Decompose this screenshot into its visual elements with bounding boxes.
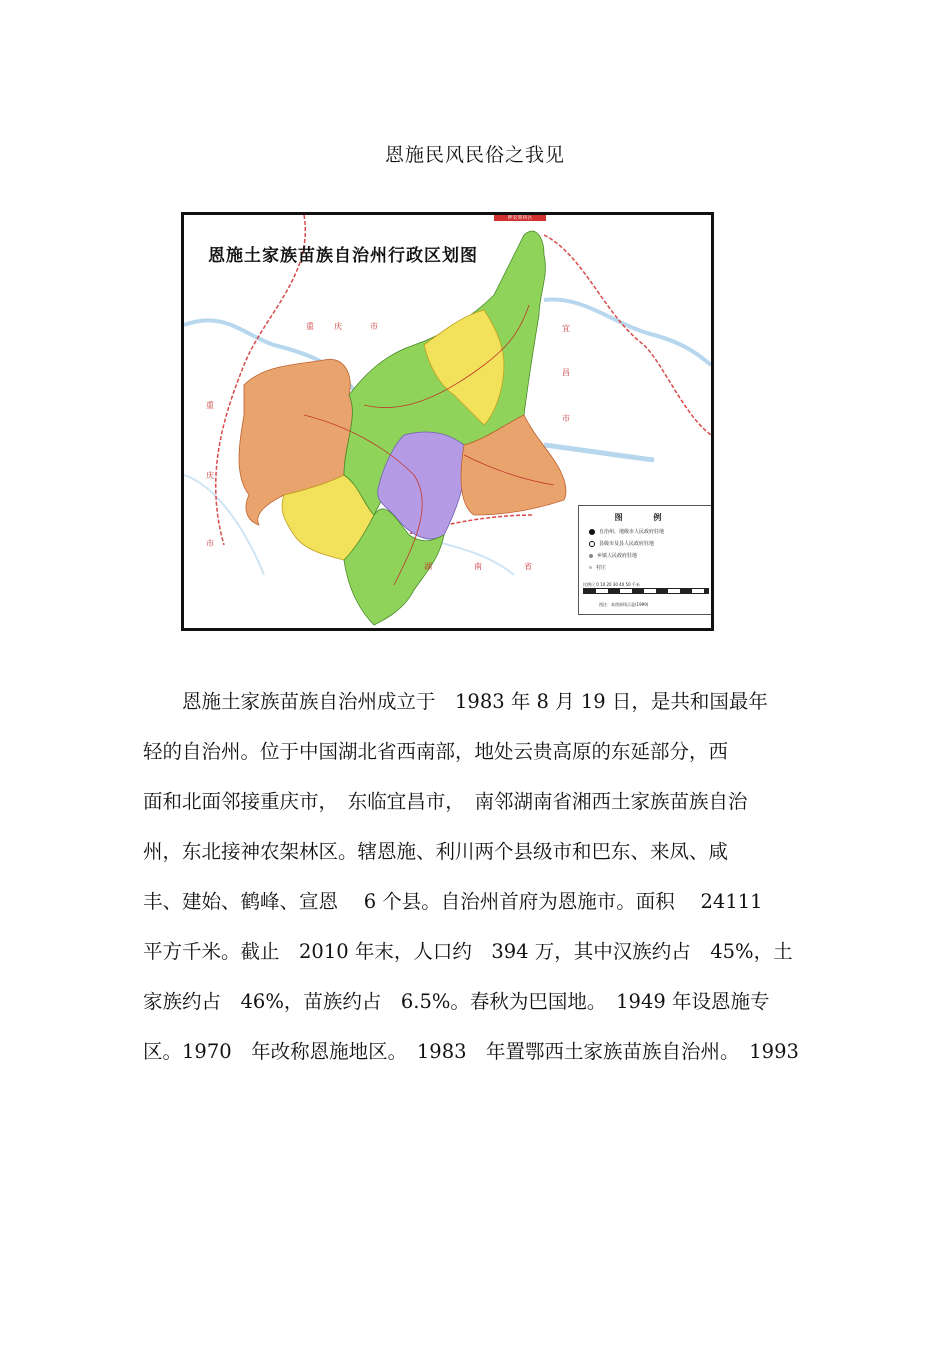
province-boundary (544, 235, 711, 435)
label-chongqing-left-2: 庆 (206, 471, 214, 480)
body-line: 家族约占 46%，苗族约占 6.5%。春秋为巴国地。 1949 年设恩施专 (143, 990, 770, 1013)
town-dot-icon (589, 554, 593, 558)
legend-note: 图注：本图界线示意(1999) (599, 602, 649, 607)
label-chongqing-3: 市 (370, 322, 378, 331)
village-dot-icon (589, 566, 592, 569)
legend-label: 自治州、地级市人民政府驻地 (599, 529, 665, 535)
body-line: 面和北面邻接重庆市， 东临宜昌市， 南邻湖南省湘西土家族苗族自治 (143, 790, 748, 813)
administrative-map (181, 212, 714, 631)
body-line: 平方千米。截止 2010 年末，人口约 394 万，其中汉族约占 45%，土 (143, 940, 793, 963)
legend-label: 县级市及县人民政府驻地 (599, 541, 655, 547)
scale-bar (583, 588, 709, 594)
label-yichang-3: 市 (562, 414, 570, 423)
body-line: 轻的自治州。位于中国湖北省西南部，地处云贵高原的东延部分，西 (143, 740, 729, 763)
label-chongqing-1: 重 (306, 322, 314, 331)
label-chongqing-left-1: 重 (206, 401, 214, 410)
body-line: 区。1970 年改称恩施地区。 1983 年置鄂西土家族苗族自治州。 1993 (143, 1040, 799, 1063)
label-yichang-1: 宜 (562, 324, 570, 333)
scale-text: 比例尺 0 10 20 30 40 50 千米 (583, 582, 640, 587)
label-yichang-2: 昌 (562, 368, 570, 377)
body-line: 丰、建始、鹤峰、宣恩 6 个县。自治州首府为恩施市。面积 24111 (143, 890, 763, 913)
map-title: 恩施土家族苗族自治州行政区划图 (208, 246, 478, 266)
top-banner: 神农架林区 (494, 215, 546, 221)
legend-item (589, 528, 711, 535)
body-paragraph (143, 677, 813, 1077)
label-chongqing-left-3: 市 (206, 539, 214, 548)
capital-dot-icon (589, 529, 595, 535)
legend-item (589, 552, 711, 559)
map-legend (578, 505, 712, 615)
label-hunan-2: 南 (474, 562, 482, 571)
river (544, 445, 654, 460)
page-title: 恩施民风民俗之我见 (384, 144, 565, 166)
body-line: 州，东北接神农架林区。辖恩施、利川两个县级市和巴东、来凤、咸 (143, 840, 729, 863)
county-dot-icon (589, 541, 595, 547)
legend-title: 图 例 (614, 513, 676, 522)
legend-label: 村庄 (596, 565, 607, 571)
body-line: 恩施土家族苗族自治州成立于 1983 年 8 月 19 日，是共和国最年 (143, 690, 768, 713)
label-chongqing-2: 庆 (334, 322, 342, 331)
legend-label: 乡镇人民政府驻地 (597, 553, 638, 559)
legend-item (589, 540, 711, 547)
legend-item (589, 564, 711, 571)
label-hunan-1: 湖 (424, 562, 432, 571)
label-hunan-3: 省 (524, 562, 532, 571)
